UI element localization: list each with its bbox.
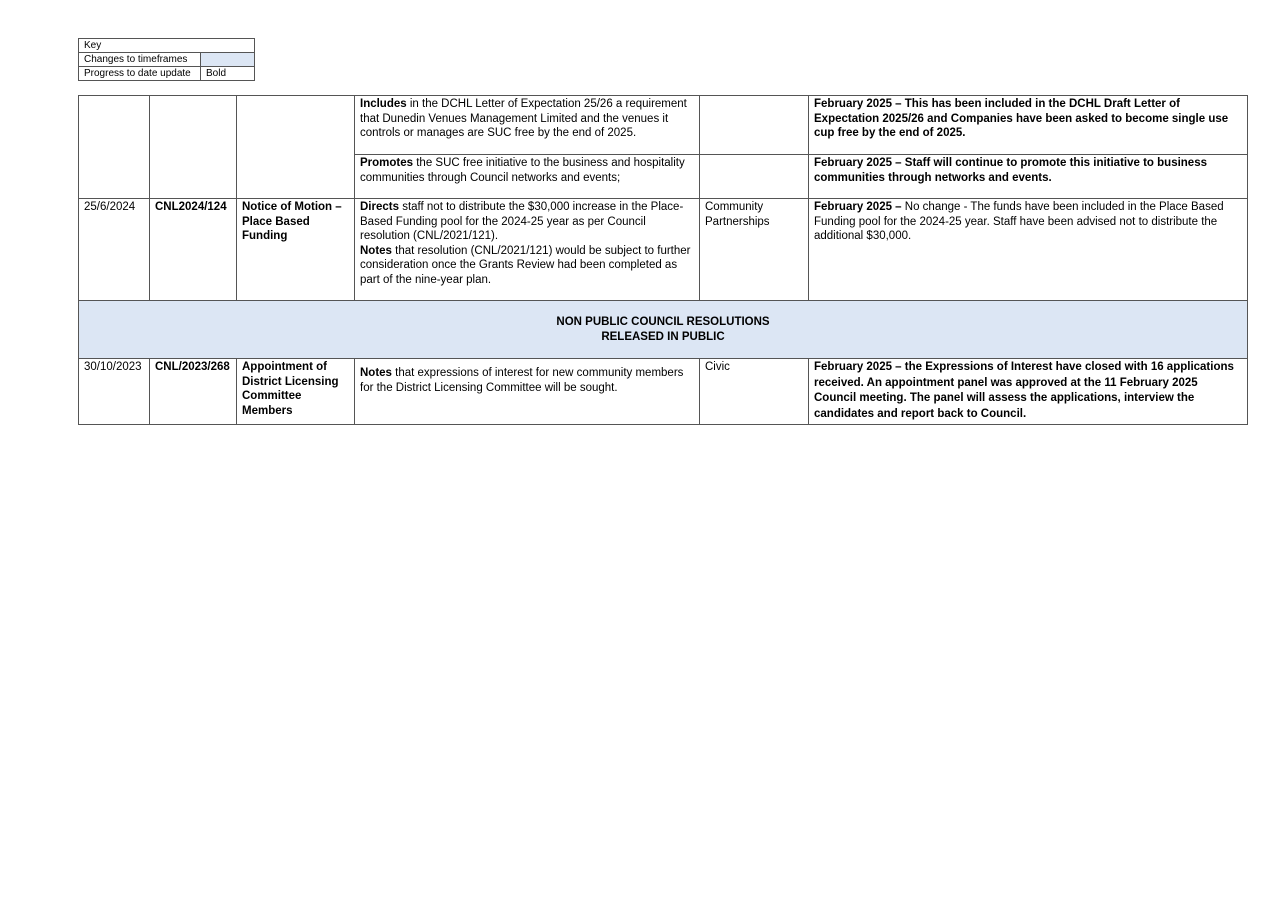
- action-verb: Directs: [360, 201, 399, 213]
- key-title: Key: [79, 39, 255, 53]
- ref-cell: CNL/2023/268: [150, 359, 237, 425]
- update-cell: February 2025 – Staff will continue to promote this initiative to business communities through networks and events.: [809, 155, 1248, 199]
- update-text: No change - The funds have been included in the Place Based Funding pool for the 2024-25 year. Staff have been advised not to distribute the additional $30,000.: [814, 201, 1224, 243]
- section-title-line2: RELEASED IN PUBLIC: [601, 330, 725, 343]
- action-text: that resolution (CNL/2021/121) would be subject to further consideration once the Grants Review had been completed as part of the nine-year plan.: [360, 244, 691, 286]
- team-cell: [700, 96, 809, 155]
- title-cell: Notice of Motion – Place Based Funding: [237, 199, 355, 301]
- section-header-row: [79, 301, 1248, 359]
- action-text: that expressions of interest for new community members for the District Licensing Committee will be sought.: [360, 367, 684, 394]
- team-cell: Community Partnerships: [700, 199, 809, 301]
- ref-cell: [150, 96, 237, 199]
- action-cell: [355, 359, 700, 425]
- action-verb: Notes: [360, 244, 392, 257]
- action-verb: Promotes: [360, 157, 414, 169]
- action-text: the SUC free initiative to the business and hospitality communities through Council networks and events;: [360, 157, 685, 184]
- update-date: February 2025 –: [814, 201, 902, 213]
- key-label-progress: Progress to date update: [79, 67, 201, 81]
- action-verb: Includes: [360, 98, 407, 110]
- table-row: [79, 96, 1248, 155]
- key-value-progress: Bold: [201, 67, 255, 81]
- key-swatch-timeframes: [201, 53, 255, 67]
- date-cell: 30/10/2023: [79, 359, 150, 425]
- action-text: staff not to distribute the $30,000 increase in the Place-Based Funding pool for the 2024-25 year as per Council resolution (CNL/2021/121).: [360, 201, 684, 243]
- table-row: [79, 359, 1248, 425]
- action-cell: [355, 155, 700, 199]
- resolutions-table: [78, 95, 1248, 425]
- date-cell: [79, 96, 150, 199]
- update-cell: February 2025 – This has been included in the DCHL Draft Letter of Expectation 2025/26 and Companies have been asked to become single use cup free by the end of 2025.: [809, 96, 1248, 155]
- action-verb: Notes: [360, 367, 392, 380]
- action-text: in the DCHL Letter of Expectation 25/26 a requirement that Dunedin Venues Management Limited and the venues it controls or manages are SUC free by the end of 2025.: [360, 98, 687, 140]
- team-cell: Civic: [700, 359, 809, 425]
- update-cell: February 2025 – the Expressions of Interest have closed with 16 applications received. An appointment panel was approved at the 11 February 2025 Council meeting. The panel will assess the applications, interview the candidates and report back to Council.: [809, 359, 1248, 425]
- action-cell: [355, 199, 700, 301]
- action-cell: [355, 96, 700, 155]
- section-header: [79, 301, 1248, 359]
- key-label-timeframes: Changes to timeframes: [79, 53, 201, 67]
- update-cell: [809, 199, 1248, 301]
- date-cell: 25/6/2024: [79, 199, 150, 301]
- table-row: [79, 199, 1248, 301]
- title-cell: [237, 96, 355, 199]
- team-cell: [700, 155, 809, 199]
- title-cell: Appointment of District Licensing Committee Members: [237, 359, 355, 425]
- ref-cell: CNL2024/124: [150, 199, 237, 301]
- key-table: [78, 38, 255, 81]
- section-title-line1: NON PUBLIC COUNCIL RESOLUTIONS: [556, 316, 770, 328]
